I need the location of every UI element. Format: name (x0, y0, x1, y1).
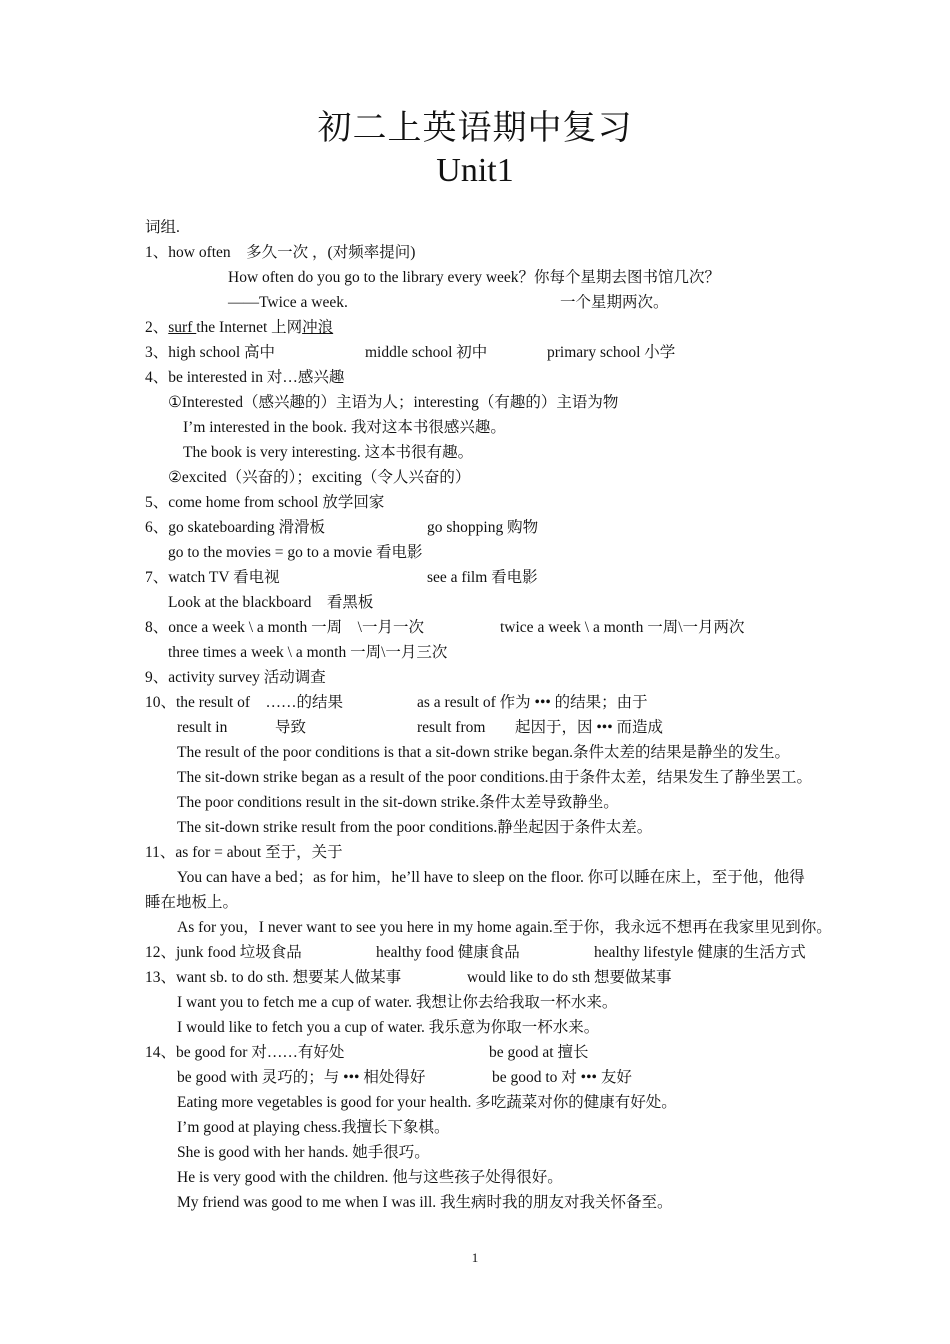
item-3: 3、high school 高中 (145, 344, 276, 361)
example-sentence: He is very good with the children. 他与这些孩子处得很好。 (177, 1169, 563, 1186)
item-14-d: be good to 对 ••• 友好 (492, 1069, 632, 1086)
item-10-b: as a result of 作为 ••• 的结果；由于 (417, 694, 648, 711)
item-3-b: middle school 初中 (365, 344, 488, 361)
example-sentence: The sit-down strike began as a result of the poor conditions.由于条件太差，结果发生了静坐罢工。 (177, 769, 812, 786)
example-sentence: Eating more vegetables is good for your health. 多吃蔬菜对你的健康有好处。 (177, 1094, 677, 1111)
underlined-word: surf (168, 319, 197, 336)
item-3-c: primary school 小学 (547, 344, 676, 361)
item-text: the Internet 上网 (196, 319, 303, 336)
item-10: 10、the result of ……的结果 (145, 694, 344, 711)
item-11: 11、as for = about 至于，关于 (145, 844, 343, 861)
example-sentence: I want you to fetch me a cup of water. 我想让你去给我取一杯水来。 (177, 994, 618, 1011)
example-sentence: My friend was good to me when I was ill. 我生病时我的朋友对我关怀备至。 (177, 1194, 673, 1211)
item-12-b: healthy food 健康食品 (376, 944, 520, 961)
item-14-b: be good at 擅长 (489, 1044, 589, 1061)
item-number: 2、 (145, 319, 169, 336)
item-7-c: Look at the blackboard 看黑板 (168, 594, 374, 611)
note-line: ①Interested（感兴趣的）主语为人；interesting（有趣的）主语为物 (168, 394, 619, 411)
item-6: 6、go skateboarding 滑滑板 (145, 519, 325, 536)
item-4: 4、be interested in 对…感兴趣 (145, 369, 345, 386)
example-sentence: You can have a bed；as for him，he’ll have to sleep on the floor. 你可以睡在床上，至于他，他得 (177, 869, 805, 886)
item-12: 12、junk food 垃圾食品 (145, 944, 302, 961)
example-sentence: I would like to fetch you a cup of water. 我乐意为你取一杯水来。 (177, 1019, 600, 1036)
example-sentence-cont: 睡在地板上。 (145, 894, 239, 911)
page-title: 初二上英语期中复习 (317, 110, 633, 147)
item-10-c: result in (177, 719, 228, 736)
item-10-d: 导致 (275, 719, 307, 736)
example-reply: ——Twice a week. (228, 294, 348, 311)
example-sentence: She is good with her hands. 她手很巧。 (177, 1144, 430, 1161)
example-sentence: I’m interested in the book. 我对这本书很感兴趣。 (183, 419, 506, 436)
item-8: 8、once a week \ a month 一周 \一月一次 (145, 619, 424, 636)
item-10-e: result from (417, 719, 486, 736)
item-7: 7、watch TV 看电视 (145, 569, 280, 586)
example-sentence: The book is very interesting. 这本书很有趣。 (183, 444, 474, 461)
item-13: 13、want sb. to do sth. 想要某人做某事 (145, 969, 402, 986)
item-9: 9、activity survey 活动调查 (145, 669, 326, 686)
section-label: 词组. (145, 219, 180, 236)
item-7-b: see a film 看电影 (427, 569, 538, 586)
example-sentence: The result of the poor conditions is that a sit-down strike began.条件太差的结果是静坐的发生。 (177, 744, 791, 761)
item-12-c: healthy lifestyle 健康的生活方式 (594, 944, 806, 961)
example-sentence: As for you，I never want to see you here in my home again.至于你，我永远不想再在我家里见到你。 (177, 919, 832, 936)
item-13-b: would like to do sth 想要做某事 (467, 969, 672, 986)
example-sentence: How often do you go to the library every week？你每个星期去图书馆几次？ (228, 269, 721, 286)
item-6-b: go shopping 购物 (427, 519, 539, 536)
example-sentence: The poor conditions result in the sit-down strike.条件太差导致静坐。 (177, 794, 619, 811)
example-translation: 一个星期两次。 (560, 294, 669, 311)
example-sentence: The sit-down strike result from the poor conditions.静坐起因于条件太差。 (177, 819, 653, 836)
item-6-c: go to the movies = go to a movie 看电影 (168, 544, 423, 561)
note-line: ②excited（兴奋的）；exciting（令人兴奋的） (168, 469, 471, 486)
item-10-f: 起因于，因 ••• 而造成 (515, 719, 664, 736)
item-2 (145, 318, 333, 338)
item-14-c: be good with 灵巧的；与 ••• 相处得好 (177, 1069, 426, 1086)
item-1: 1、how often 多久一次 ，(对频率提问) (145, 244, 416, 261)
underlined-word: 冲浪 (302, 319, 334, 336)
item-8-b: twice a week \ a month 一周\一月两次 (500, 619, 745, 636)
page-number: 1 (471, 1250, 479, 1265)
example-sentence: I’m good at playing chess.我擅长下象棋。 (177, 1119, 450, 1136)
item-8-c: three times a week \ a month 一周\一月三次 (168, 644, 448, 661)
item-14: 14、be good for 对……有好处 (145, 1044, 345, 1061)
item-5: 5、come home from school 放学回家 (145, 494, 385, 511)
unit-heading: Unit1 (436, 152, 514, 189)
